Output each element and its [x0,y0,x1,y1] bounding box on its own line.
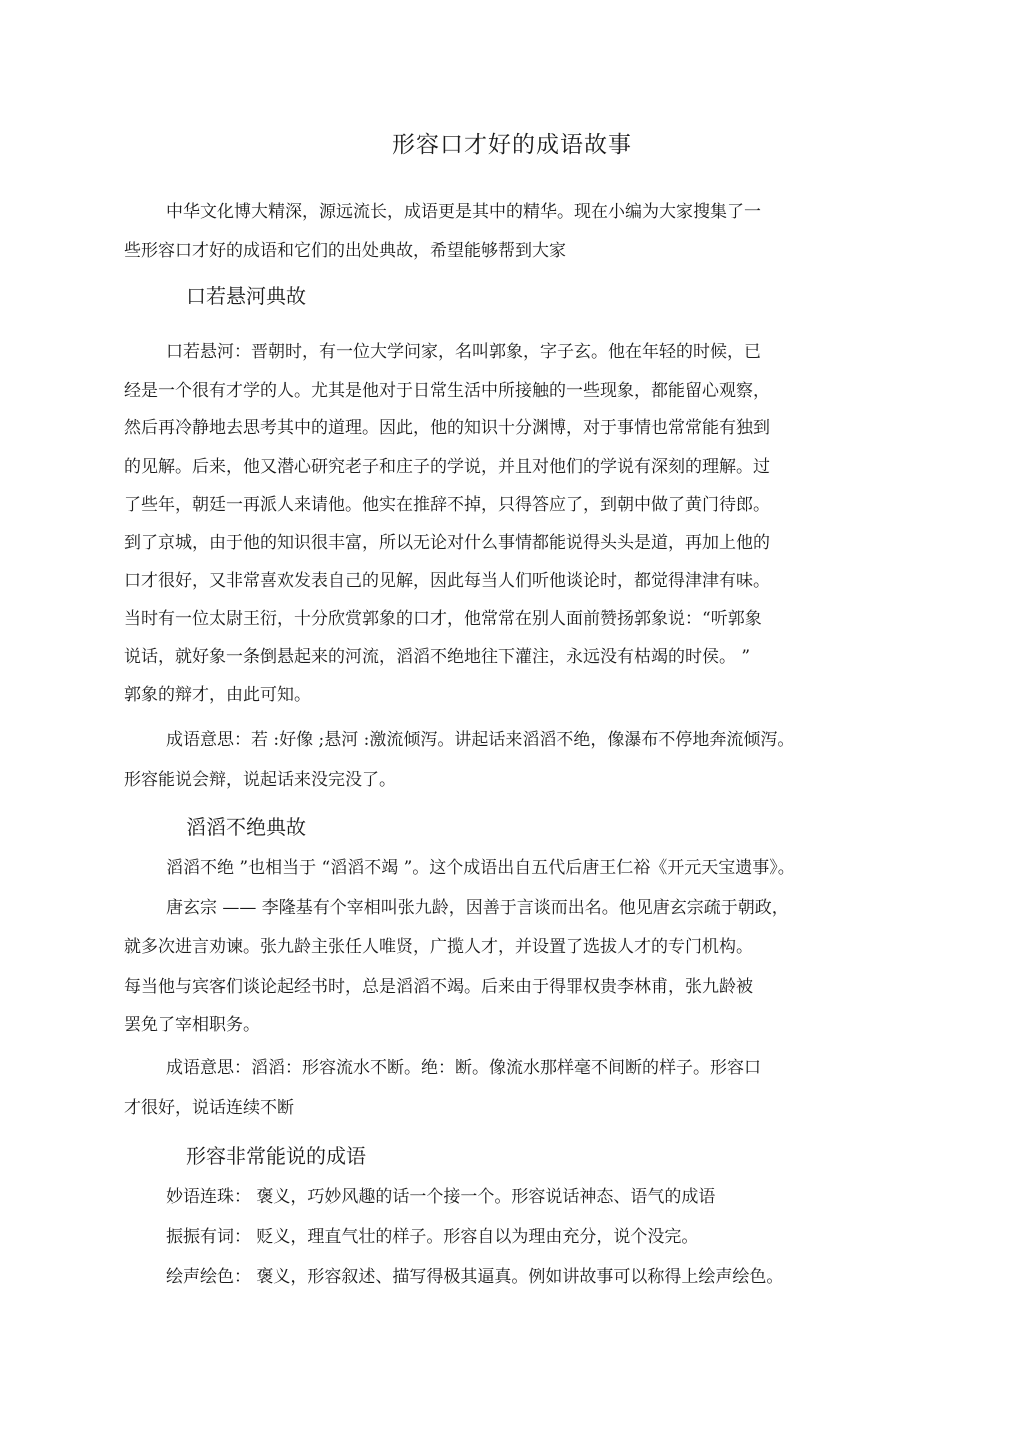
section-heading-taotaobujue: 滔滔不绝典故 [186,815,306,839]
story-line: 每当他与宾客们谈论起经书时，总是滔滔不竭。后来由于得罪权贵李林甫，张九龄被 [124,977,753,997]
section-heading-kouruoxuanhe: 口若悬河典故 [186,284,306,308]
story-line: 口才很好，又非常喜欢发表自己的见解，因此每当人们听他谈论时，都觉得津津有味。 [124,571,770,591]
section-heading-idioms: 形容非常能说的成语 [186,1144,366,1168]
story-line: 说话，就好象一条倒悬起来的河流，滔滔不绝地往下灌注，永远没有枯竭的时侯。 ” [124,647,751,667]
story-line: 经是一个很有才学的人。尤其是他对于日常生活中所接触的一些现象，都能留心观察， [124,381,770,401]
story-line: 就多次进言劝谏。张九龄主张任人唯贤，广揽人才，并设置了选拔人才的专门机构。 [124,937,753,957]
story-line: 了些年，朝廷一再派人来请他。他实在推辞不掉，只得答应了，到朝中做了黄门待郎。 [124,495,770,515]
intro-line-1: 中华文化博大精深，源远流长，成语更是其中的精华。现在小编为大家搜集了一 [166,202,761,222]
meaning-line: 才很好，说话连续不断 [124,1098,294,1118]
story-line: 唐玄宗 —— 李隆基有个宰相叫张九龄，因善于言谈而出名。他见唐玄宗疏于朝政， [166,898,789,918]
meaning-line: 形容能说会辩，说起话来没完没了。 [124,770,396,790]
story-line: 然后再冷静地去思考其中的道理。因此，他的知识十分渊博，对于事情也常常能有独到 [124,418,770,438]
story-line: 口若悬河：晋朝时，有一位大学问家，名叫郭象，字子玄。他在年轻的时候，已 [166,342,761,362]
story-line: 的见解。后来，他又潜心研究老子和庄子的学说，并且对他们的学说有深刻的理解。过 [124,457,770,477]
story-line: 当时有一位太尉王衍，十分欣赏郭象的口才，他常常在别人面前赞扬郭象说：“听郭象 [124,609,762,629]
story-line: 到了京城，由于他的知识很丰富，所以无论对什么事情都能说得头头是道，再加上他的 [124,533,770,553]
meaning-line: 成语意思：若 :好像 ;悬河 :激流倾泻。讲起话来滔滔不绝，像瀑布不停地奔流倾泻。 [166,730,795,750]
story-line: 郭象的辩才，由此可知。 [124,685,311,705]
page-title: 形容口才好的成语故事 [392,132,632,158]
idiom-item: 振振有词： 贬义，理直气壮的样子。形容自以为理由充分，说个没完。 [166,1227,699,1247]
idiom-item: 绘声绘色： 褒义，形容叙述、描写得极其逼真。例如讲故事可以称得上绘声绘色。 [166,1267,784,1287]
meaning-line: 成语意思：滔滔：形容流水不断。绝：断。像流水那样毫不间断的样子。形容口 [166,1058,761,1078]
intro-line-2: 些形容口才好的成语和它们的出处典故，希望能够帮到大家 [124,241,566,261]
idiom-item: 妙语连珠： 褒义，巧妙风趣的话一个接一个。形容说话神态、语气的成语 [166,1187,716,1207]
story-line: 罢免了宰相职务。 [124,1015,260,1035]
story-line: 滔滔不绝 ”也相当于 “滔滔不竭 ”。这个成语出自五代后唐王仁裕《开元天宝遗事》。 [166,858,795,878]
